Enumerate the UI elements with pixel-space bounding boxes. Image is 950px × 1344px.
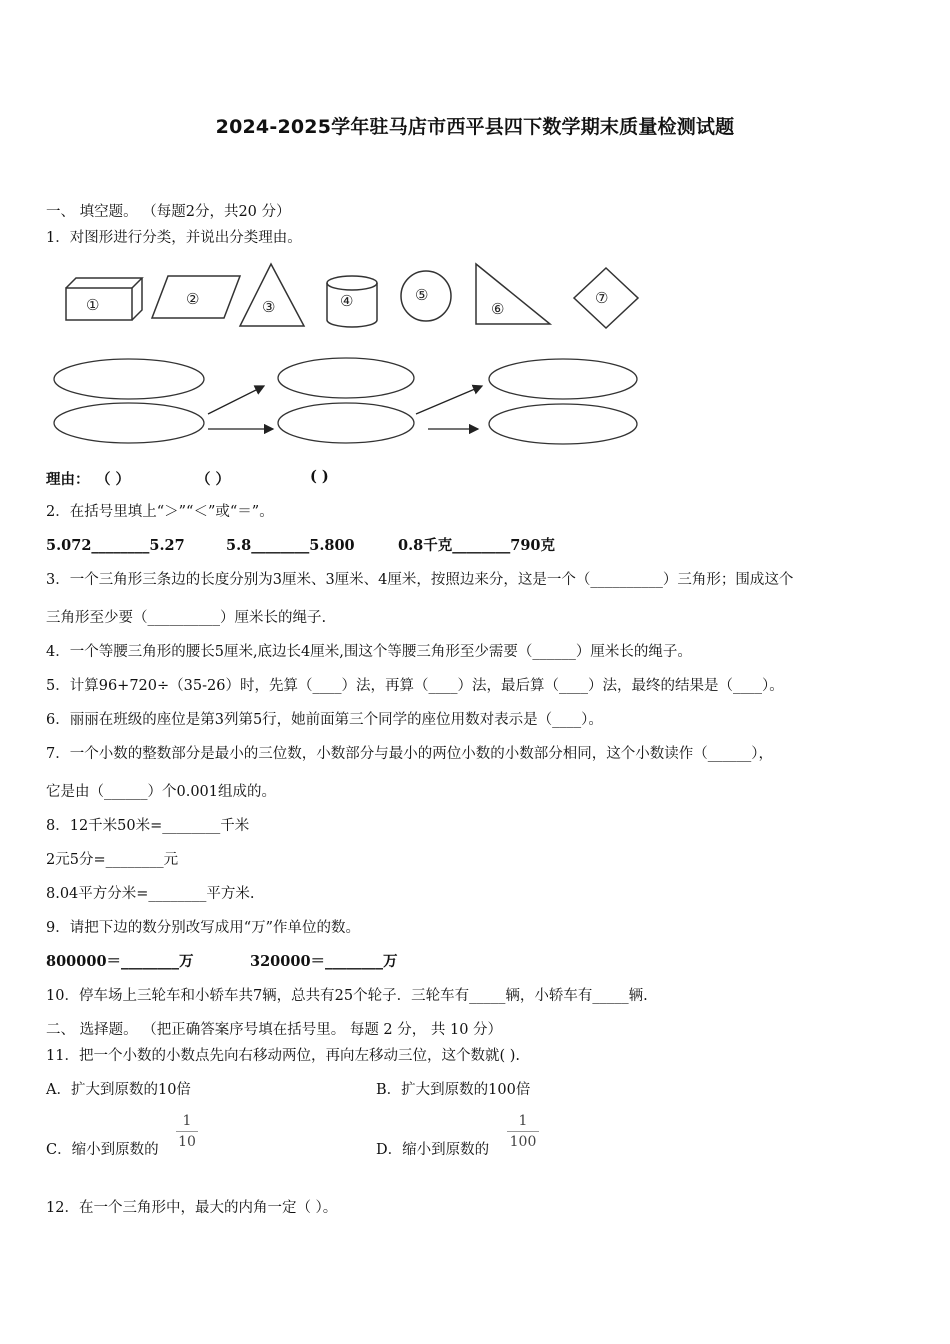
page-title: 2024-2025学年驻马店市西平县四下数学期末质量检测试题 <box>215 116 735 138</box>
question-8-line-1: 8．12千米50米=________千米 <box>46 818 250 834</box>
question-3-line-2: 三角形至少要（__________）厘米长的绳子. <box>46 610 327 626</box>
shape-label-3: ③ <box>262 298 276 316</box>
reason-slot-3[interactable]: ( ) <box>310 468 329 485</box>
question-10: 10．停车场上三轮车和小轿车共7辆，总共有25个轮子．三轮车有_____辆，小轿车有_____辆. <box>46 988 648 1004</box>
question-5: 5．计算96+720÷（35-26）时，先算（____）法，再算（____）法，最后算（____）法，最终的结果是（____）。 <box>46 678 784 694</box>
question-11: 11．把一个小数的小数点先向右移动两位，再向左移动三位，这个数就( ). <box>46 1048 520 1064</box>
question-8-line-2: 2元5分=________元 <box>46 852 179 868</box>
option-d[interactable]: D．缩小到原数的 <box>376 1142 490 1158</box>
q9-item-1[interactable]: 800000＝________万 <box>46 953 194 970</box>
classification-diagram <box>48 352 648 452</box>
q2-item-3[interactable]: 0.8千克________790克 <box>398 537 555 554</box>
q2-item-1[interactable]: 5.072________5.27 <box>46 537 185 554</box>
reason-slot-1[interactable]: （ ） <box>96 471 131 488</box>
fraction-d-denominator: 100 <box>509 1134 537 1150</box>
question-6: 6．丽丽在班级的座位是第3列第5行，她前面第三个同学的座位用数对表示是（____）。 <box>46 712 603 728</box>
answer-ellipse-left-top[interactable] <box>54 359 204 399</box>
reason-label: 理由： <box>46 471 90 488</box>
answer-ellipse-right-top[interactable] <box>489 359 637 399</box>
question-1: 1．对图形进行分类，并说出分类理由。 <box>46 230 302 246</box>
option-c[interactable]: C．缩小到原数的 <box>46 1142 159 1158</box>
fraction-d-numerator: 1 <box>518 1113 528 1129</box>
shape-label-5: ⑤ <box>415 286 429 304</box>
q9-item-2[interactable]: 320000＝________万 <box>250 953 398 970</box>
question-7-line-2: 它是由（______）个0.001组成的。 <box>46 784 277 800</box>
shape-label-4: ④ <box>340 292 354 310</box>
cuboid-shape <box>66 278 142 320</box>
section2-header: 二、 选择题。 （把正确答案序号填在括号里。 每题 2 分， 共 10 分） <box>46 1022 503 1038</box>
shape-label-1: ① <box>86 296 100 314</box>
arrow-1 <box>208 386 264 414</box>
question-8-line-3: 8.04平方分米=________平方米. <box>46 886 255 902</box>
answer-ellipse-middle-bottom[interactable] <box>278 403 414 443</box>
question-4: 4．一个等腰三角形的腰长5厘米,底边长4厘米,围这个等腰三角形至少需要（______）厘米长的绳子。 <box>46 644 692 660</box>
arrow-3 <box>416 386 482 414</box>
answer-ellipse-middle-top[interactable] <box>278 358 414 398</box>
right-triangle-shape <box>476 264 550 324</box>
shape-label-2: ② <box>186 290 200 308</box>
reason-slot-2[interactable]: （ ） <box>196 471 231 488</box>
triangle-shape <box>240 264 304 326</box>
shape-label-7: ⑦ <box>595 289 609 307</box>
fraction-one-hundredth <box>507 1112 539 1151</box>
option-b[interactable]: B．扩大到原数的100倍 <box>376 1082 531 1098</box>
shape-label-6: ⑥ <box>491 300 505 318</box>
section1-header: 一、 填空题。 （每题2分，共20 分） <box>46 204 291 220</box>
question-3-line-1: 3．一个三角形三条边的长度分别为3厘米、3厘米、4厘米，按照边来分，这是一个（__________）三角形；围成这个 <box>46 572 794 588</box>
answer-ellipse-right-bottom[interactable] <box>489 404 637 444</box>
question-12: 12．在一个三角形中，最大的内角一定（ ）。 <box>46 1200 338 1216</box>
fraction-c-numerator: 1 <box>182 1113 192 1129</box>
fraction-c-denominator: 10 <box>178 1134 196 1150</box>
option-a[interactable]: A．扩大到原数的10倍 <box>46 1082 191 1098</box>
fraction-one-tenth <box>176 1112 198 1151</box>
answer-ellipse-left-bottom[interactable] <box>54 403 204 443</box>
question-2: 2．在括号里填上“＞”“＜”或“＝”。 <box>46 504 274 520</box>
question-9: 9．请把下边的数分别改写成用“万”作单位的数。 <box>46 920 361 936</box>
shapes-figure <box>48 258 648 338</box>
q2-item-2[interactable]: 5.8________5.800 <box>226 537 355 554</box>
question-7-line-1: 7．一个小数的整数部分是最小的三位数，小数部分与最小的两位小数的小数部分相同，这个小数读作（______）， <box>46 746 773 762</box>
